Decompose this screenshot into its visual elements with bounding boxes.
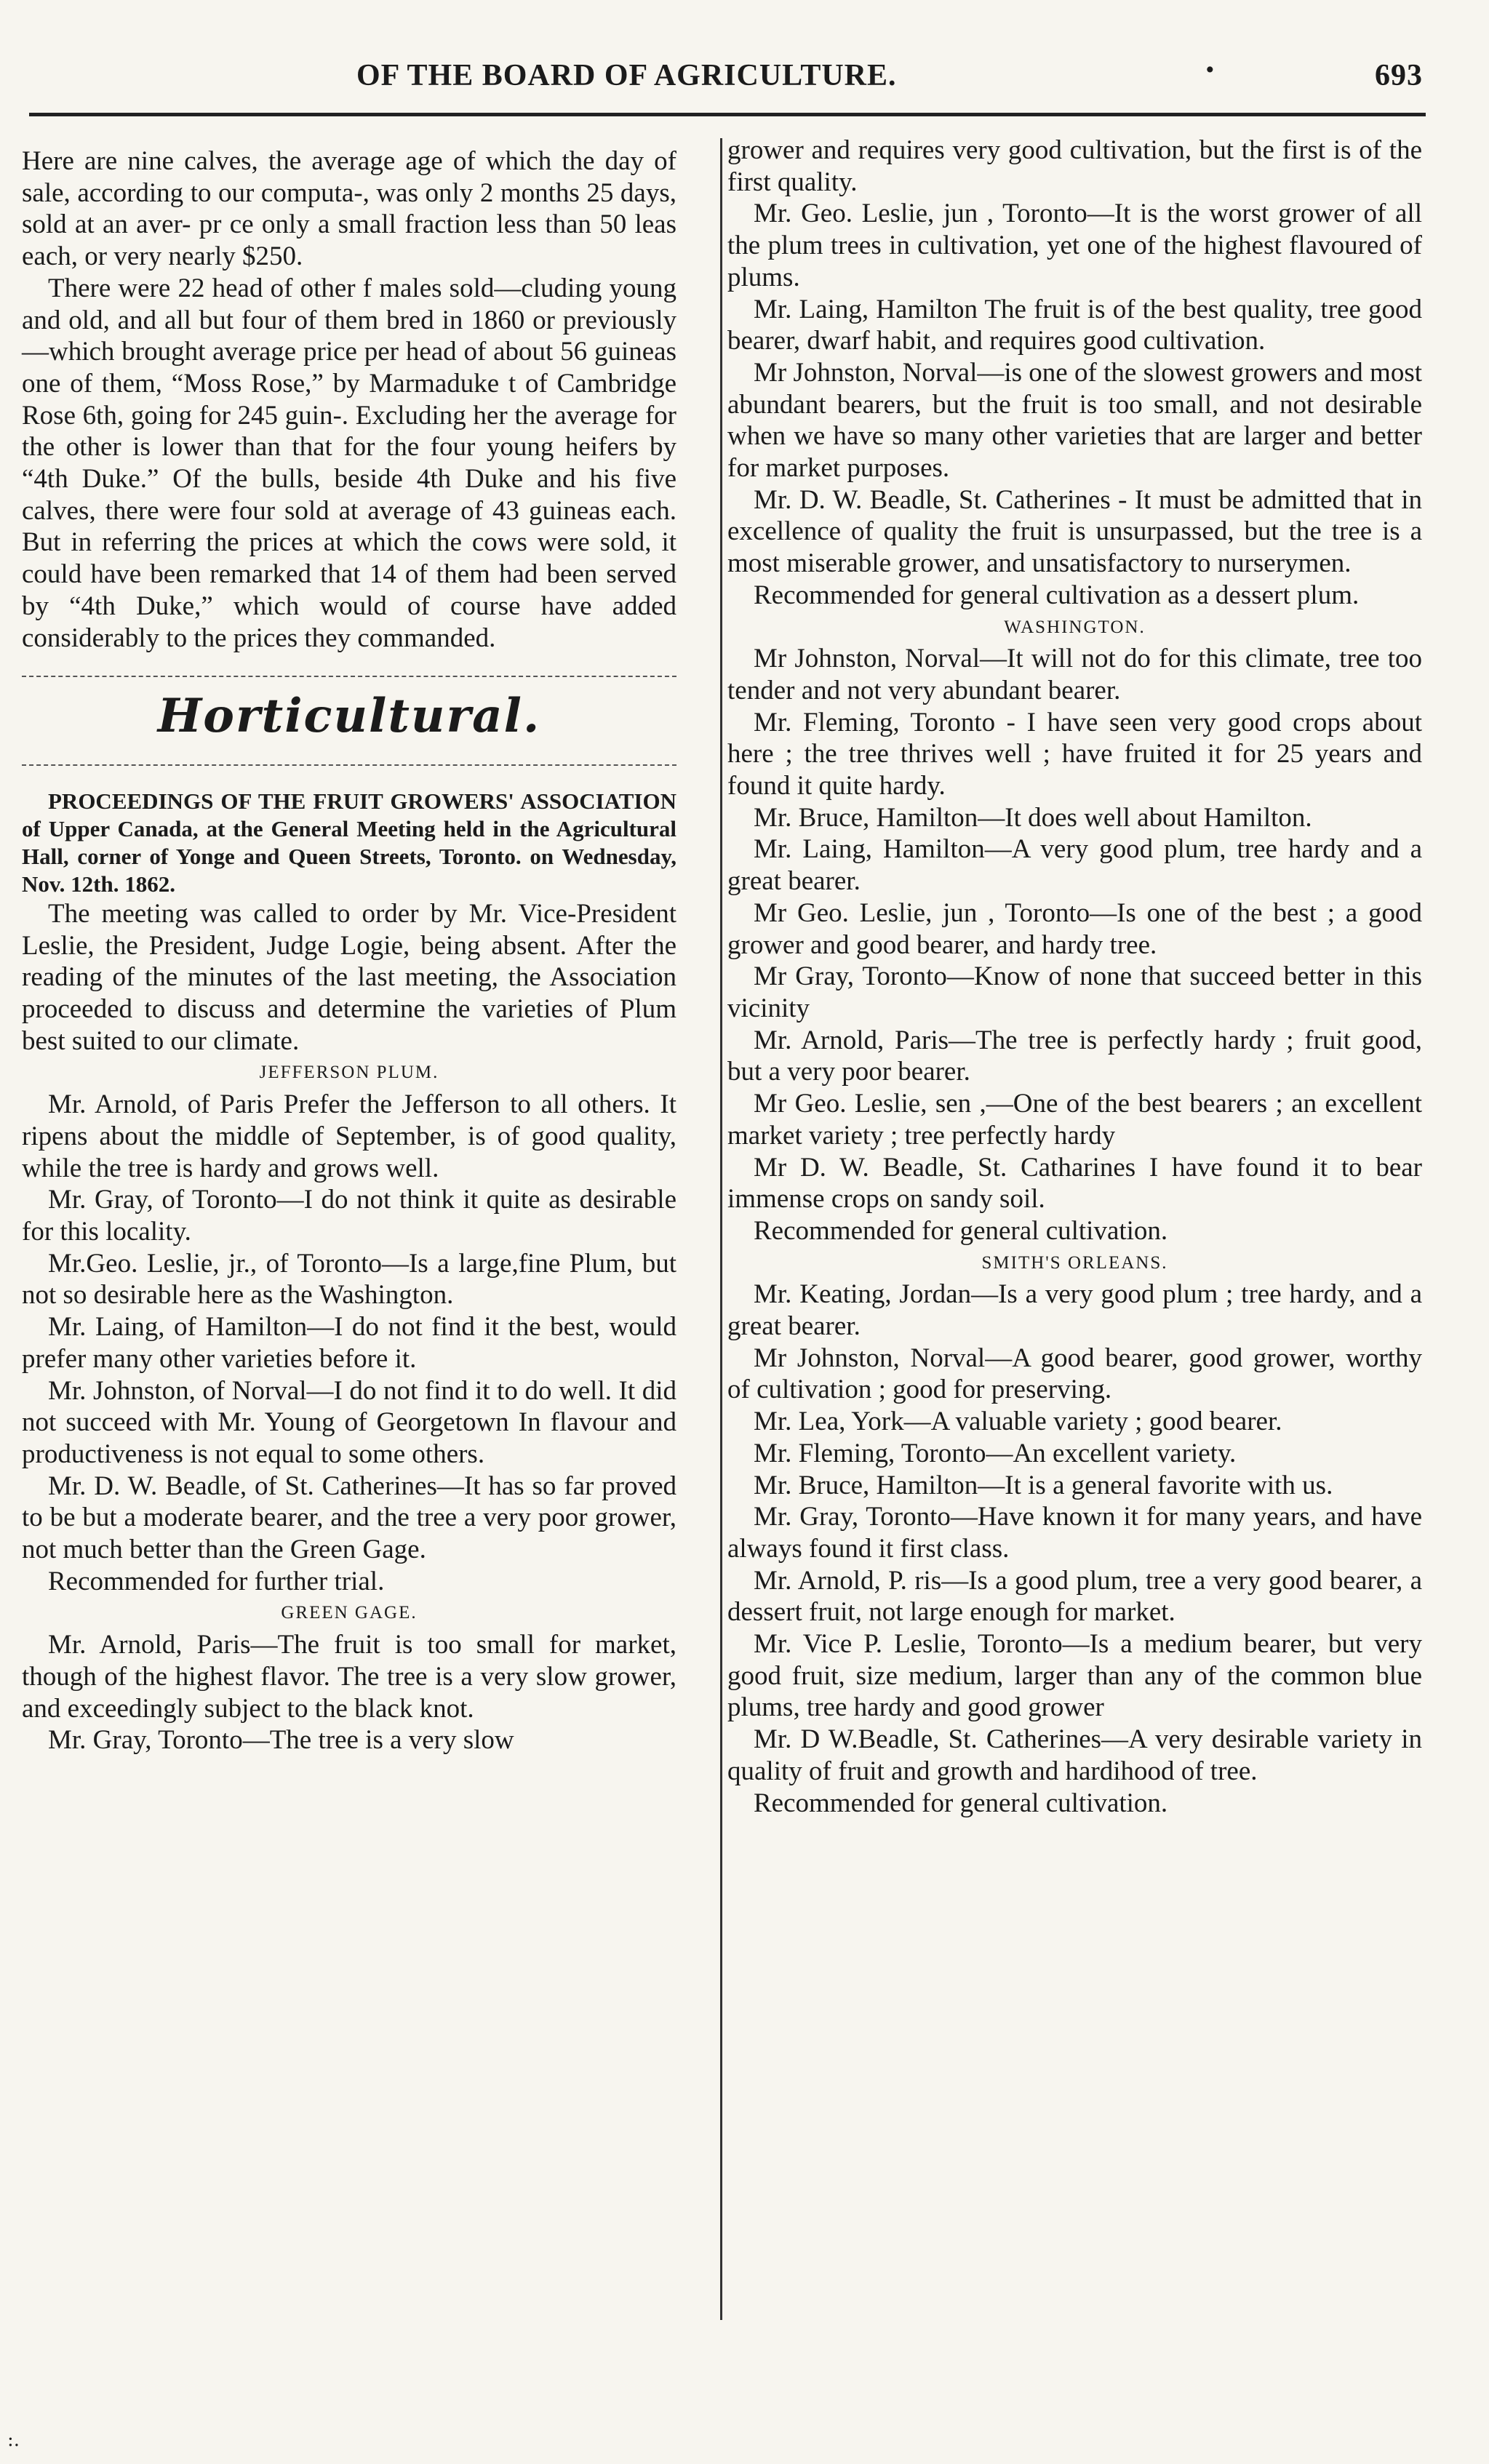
green-gage-continued: Mr. Laing, Hamilton The fruit is of the best quality, tree good bearer, dwarf habit, and requires good cultivation. — [727, 294, 1422, 356]
page-header — [29, 44, 1462, 109]
right-column — [727, 135, 1422, 1819]
green-gage-continued: Mr Johnston, Norval—is one of the slowest growers and most abundant bearers, but the fruit is too small, and not desirable when we have so many other varieties that are larger and better for market purposes. — [727, 357, 1422, 484]
smiths-orleans-paragraph: Mr. Bruce, Hamilton—It is a general favorite with us. — [754, 1470, 1333, 1500]
washington-paragraph: Mr D. W. Beadle, St. Catharines I have found it to bear immense crops on sandy soil. — [727, 1152, 1422, 1215]
heading-green-gage: GREEN GAGE. — [281, 1603, 418, 1623]
smiths-orleans-recommendation: Recommended for general cultivation. — [754, 1788, 1168, 1818]
washington-paragraph: Mr. Fleming, Toronto - I have seen very good crops about here ; the tree thrives well ; have fruited it for 25 years and found it quite hardy. — [727, 707, 1422, 801]
section-separator-2 — [22, 754, 676, 776]
smiths-orleans-paragraph: Mr. D W.Beadle, St. Catherines—A very desirable variety in quality of fruit and growth and hardihood of tree. — [727, 1724, 1422, 1786]
washington-paragraph: Mr. Bruce, Hamilton—It does well about Hamilton. — [754, 802, 1312, 833]
washington-paragraph: Mr. Laing, Hamilton—A very good plum, tree hardy and a great bearer. — [727, 834, 1422, 897]
section-separator — [22, 665, 676, 687]
footer-mark: :. — [7, 2429, 20, 2451]
smiths-orleans-paragraph: Mr. Gray, Toronto—Have known it for many years, and have always found it first class. — [727, 1502, 1422, 1564]
smiths-orleans-paragraph: Mr. Fleming, Toronto—An excellent variety. — [754, 1438, 1237, 1468]
washington-paragraph: Mr Gray, Toronto—Know of none that succeed better in this vicinity — [727, 961, 1422, 1023]
green-gage-paragraph: Mr. Arnold, Paris—The fruit is too small for market, though of the highest flavor. The tree is a very slow grower, and exceedingly subject to the black knot. — [22, 1630, 676, 1724]
green-gage-recommendation: Recommended for general cultivation as a dessert plum. — [754, 580, 1360, 610]
green-gage-continued: Mr. D. W. Beadle, St. Catherines - It must be admitted that in excellence of quality the fruit is unsurpassed, but the tree is a most miserable grower, and unsatisfactory to nurserymen. — [727, 484, 1422, 579]
intro-paragraph-2: There were 22 head of other f males sold—cluding young and old, and all but four of them bred in 1860 or previously—which brought average price per head of about 56 guineas one of them, “Moss Rose,” by Marmaduke t of Cambridge Rose 6th, going for 245 guin-. Excluding her the average for the other is lower than that for the four young heifers by “4th Duke.” Of the bulls, beside 4th Duke and his five calves, there were four sold at average of 43 guineas each. But in referring the prices at which the cows were sold, it could have been remarked that 14 of them had been served by “4th Duke,” which would of course have added considerably to the prices they commanded. — [22, 273, 676, 653]
running-title: OF THE BOARD OF AGRICULTURE. — [356, 59, 897, 92]
heading-jefferson-plum: JEFFERSON PLUM. — [259, 1063, 439, 1083]
jefferson-paragraph: Mr. Johnston, of Norval—I do not find it to do well. It did not succeed with Mr. Young of Georgetown In flavour and productiveness is not equal to some others. — [22, 1375, 676, 1469]
jefferson-recommendation: Recommended for further trial. — [48, 1566, 385, 1596]
left-column — [22, 145, 676, 1756]
header-rule — [29, 113, 1426, 116]
meeting-intro: The meeting was called to order by Mr. Vice-President Leslie, the President, Judge Logie, being absent. After the reading of the minutes of the last meeting, the Association proceeded to discuss and determine the varieties of Plum best suited to our climate. — [22, 898, 676, 1056]
section-title: Horticultural. — [157, 689, 541, 744]
header-dot: · — [1204, 49, 1217, 89]
washington-paragraph: Mr Johnston, Norval—It will not do for this climate, tree too tender and not very abundant bearer. — [727, 644, 1422, 705]
jefferson-paragraph: Mr. Laing, of Hamilton—I do not find it the best, would prefer many other varieties before it. — [22, 1312, 676, 1374]
washington-recommendation: Recommended for general cultivation. — [754, 1215, 1168, 1246]
jefferson-paragraph: Mr. D. W. Beadle, of St. Catherines—It has so far proved to be but a moderate bearer, and the tree a very poor grower, not much better than the Green Gage. — [22, 1471, 676, 1565]
washington-paragraph: Mr Geo. Leslie, jun , Toronto—Is one of the best ; a good grower and good bearer, and hardy tree. — [727, 897, 1422, 960]
green-gage-paragraph: Mr. Gray, Toronto—The tree is a very slow — [48, 1725, 514, 1756]
proceedings-heading: PROCEEDINGS OF THE FRUIT GROWERS' ASSOCIATION of Upper Canada, at the General Meeting held in the Agricultural Hall, corner of Yonge and Queen Streets, Toronto. on Wednesday, Nov. 12th. 1862. — [22, 788, 676, 897]
heading-washington: WASHINGTON. — [1004, 617, 1146, 637]
green-gage-continued: grower and requires very good cultivation, but the first is of the first quality. — [727, 135, 1422, 197]
jefferson-paragraph: Mr.Geo. Leslie, jr., of Toronto—Is a large,fine Plum, but not so desirable here as the Washington. — [22, 1248, 676, 1311]
jefferson-paragraph: Mr. Arnold, of Paris Prefer the Jefferson to all others. It ripens about the middle of September, is of good quality, while the tree is hardy and grows well. — [22, 1089, 676, 1183]
smiths-orleans-paragraph: Mr. Arnold, P. ris—Is a good plum, tree a very good bearer, a dessert fruit, not large enough for market. — [727, 1565, 1422, 1628]
smiths-orleans-paragraph: Mr. Lea, York—A valuable variety ; good bearer. — [754, 1407, 1282, 1437]
page-number: 693 — [1375, 59, 1423, 92]
heading-smiths-orleans: SMITH'S ORLEANS. — [981, 1252, 1168, 1273]
jefferson-paragraph: Mr. Gray, of Toronto—I do not think it quite as desirable for this locality. — [22, 1185, 676, 1247]
washington-paragraph: Mr Geo. Leslie, sen ,—One of the best bearers ; an excellent market variety ; tree perfectly hardy — [727, 1089, 1422, 1151]
smiths-orleans-paragraph: Mr. Vice P. Leslie, Toronto—Is a medium bearer, but very good fruit, size medium, larger than any of the common blue plums, tree hardy and good grower — [727, 1629, 1422, 1723]
green-gage-continued: Mr. Geo. Leslie, jun , Toronto—It is the worst grower of all the plum trees in cultivation, yet one of the highest flavoured of plums. — [727, 199, 1422, 292]
column-rule — [720, 138, 722, 2320]
washington-paragraph: Mr. Arnold, Paris—The tree is perfectly hardy ; fruit good, but a very poor bearer. — [727, 1025, 1422, 1087]
smiths-orleans-paragraph: Mr. Keating, Jordan—Is a very good plum ; tree hardy, and a great bearer. — [727, 1279, 1422, 1342]
intro-paragraph-1: Here are nine calves, the average age of which the day of sale, according to our computa-, was only 2 months 25 days, sold at an aver- pr ce only a small fraction less than 50 leas each, or very nearly $250. — [22, 146, 676, 272]
smiths-orleans-paragraph: Mr Johnston, Norval—A good bearer, good grower, worthy of cultivation ; good for preserving. — [727, 1343, 1422, 1405]
